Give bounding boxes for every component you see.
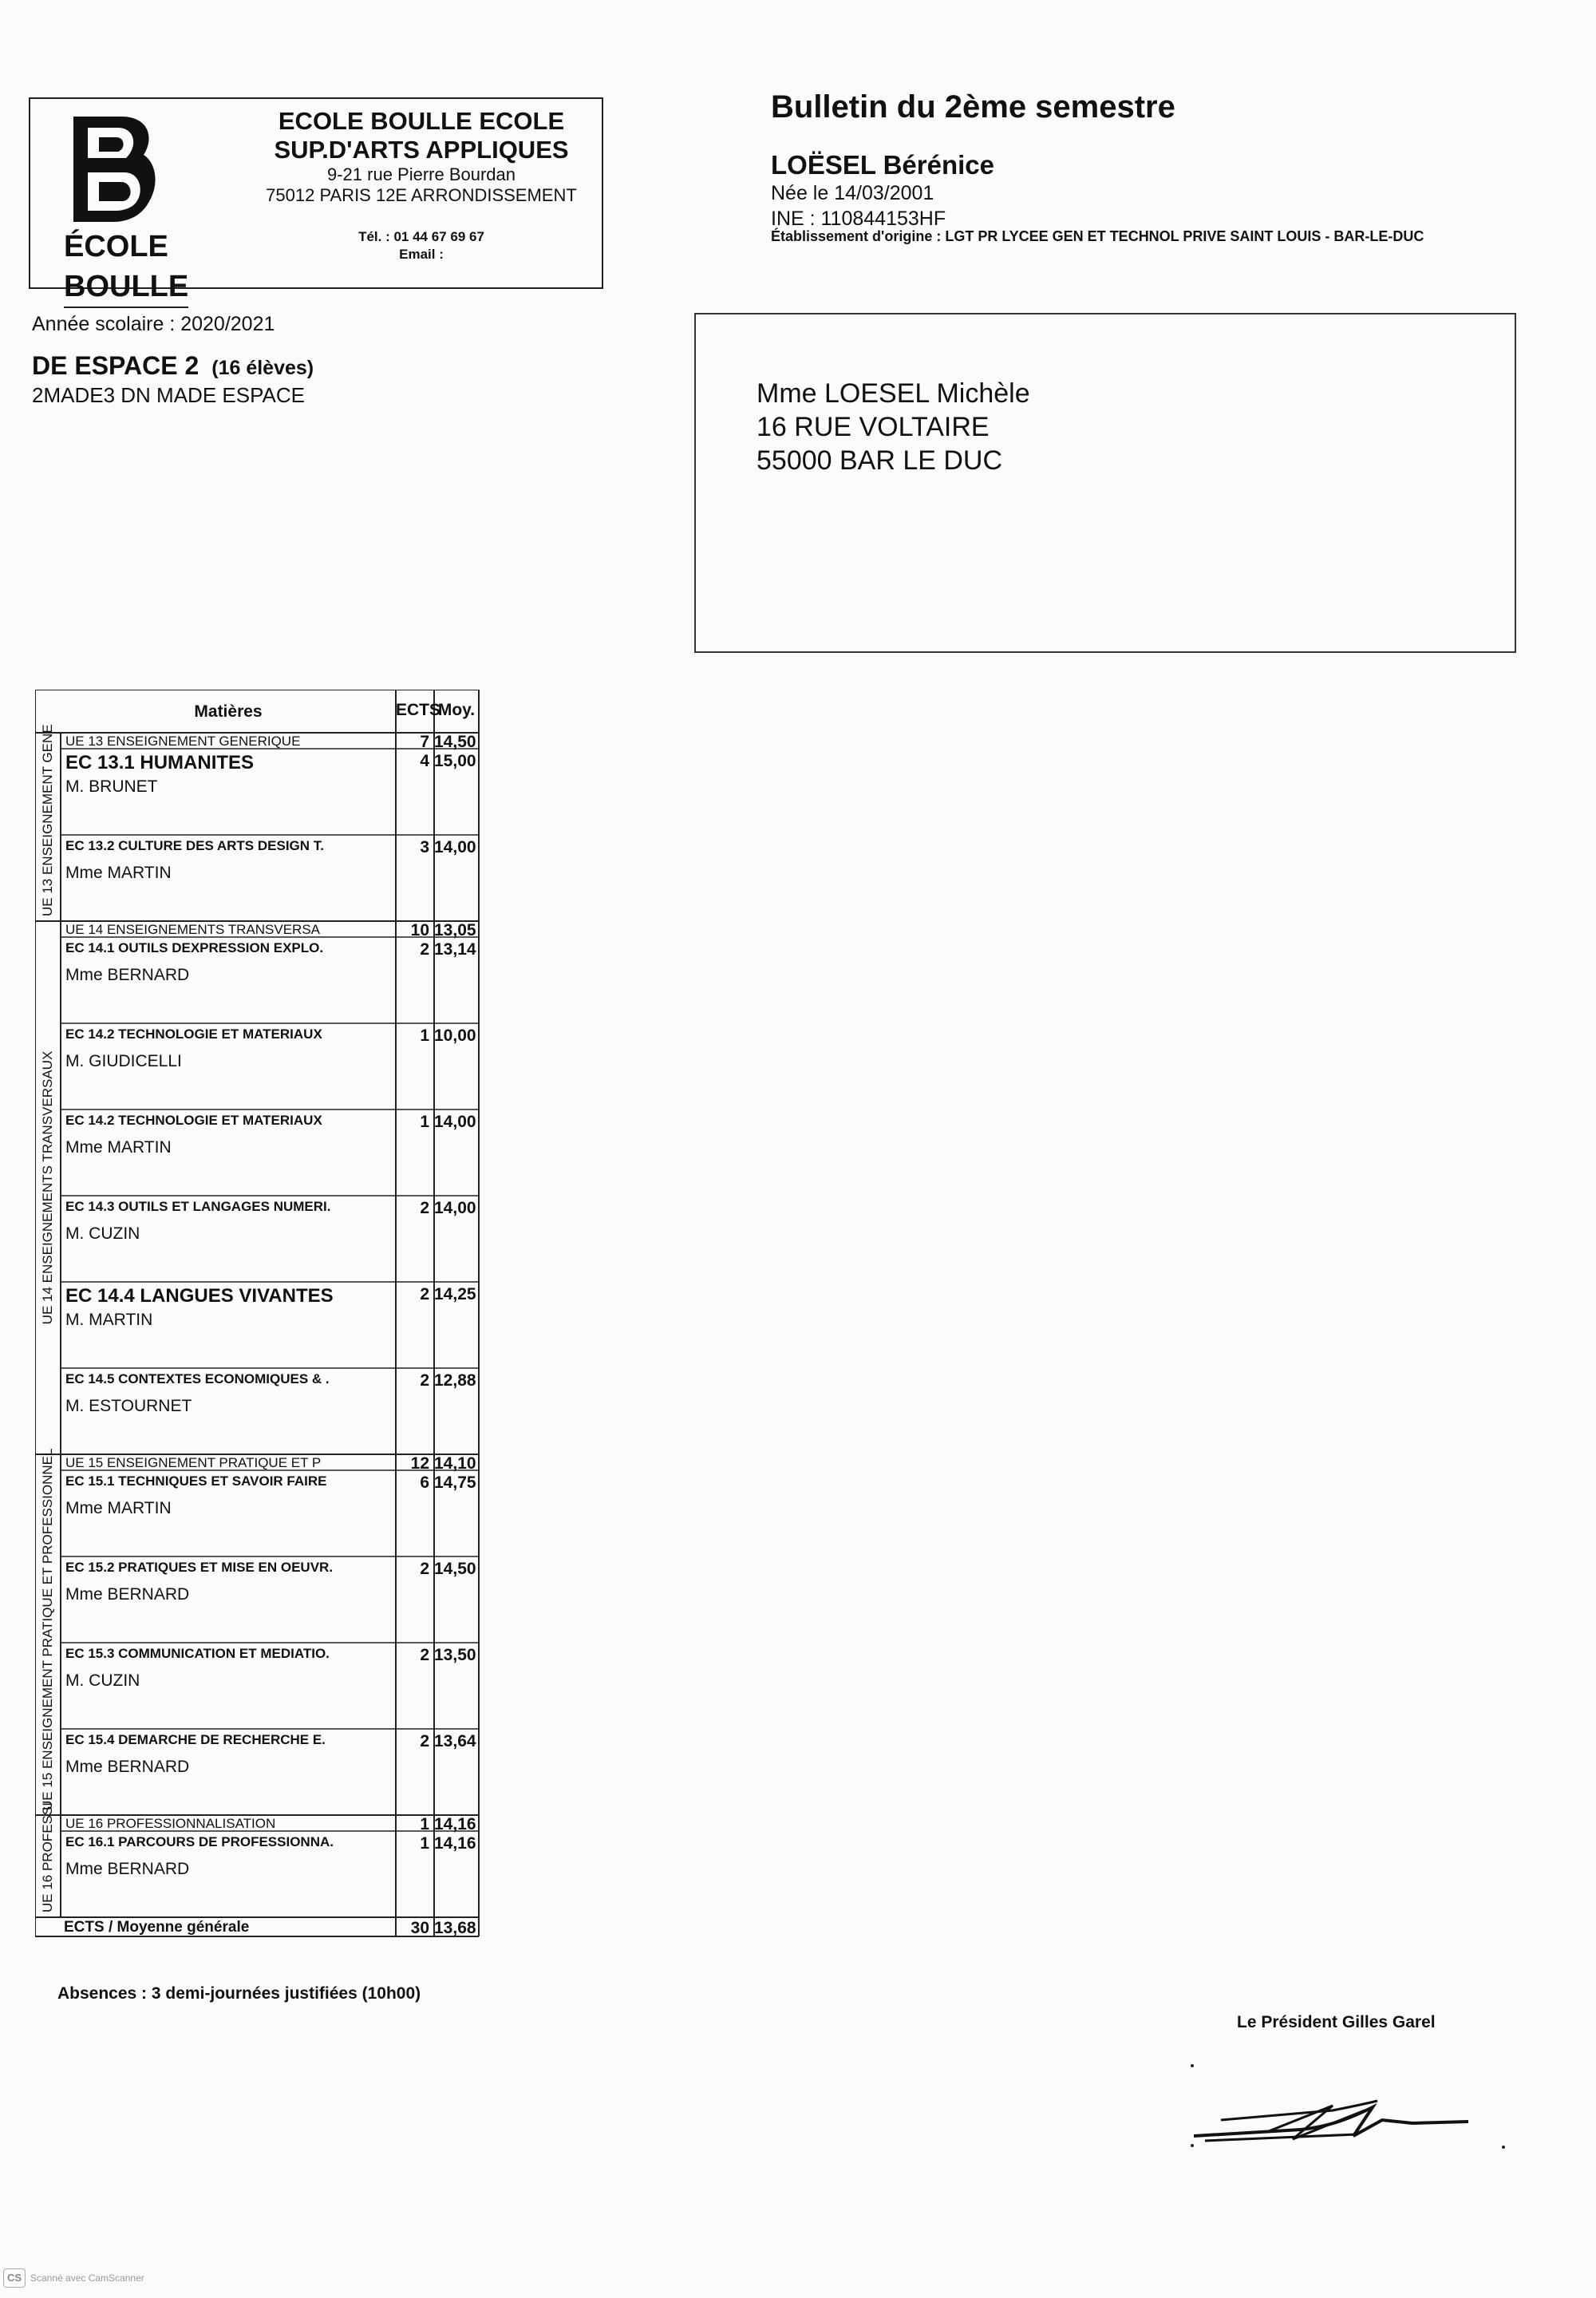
logo-text-line: ÉCOLE [64,230,168,263]
recipient-line: 16 RUE VOLTAIRE [757,412,990,442]
ec-row-teacher: Mme BERNARD [65,1758,190,1776]
absences: Absences : 3 demi-journées justifiées (10h00) [57,1984,421,2003]
logo-text-line: BOULLE [64,267,188,308]
scanner-watermark [3,2268,144,2288]
ec-row-avg: 12,88 [434,1371,476,1390]
ec-row-avg: 14,50 [434,1560,476,1578]
ec-row-teacher: Mme BERNARD [65,966,190,984]
class-title [32,351,314,381]
ec-row-avg: 14,00 [434,1199,476,1217]
ue-row-name: UE 15 ENSEIGNEMENT PRATIQUE ET P [65,1455,322,1470]
ec-row-avg: 13,64 [434,1732,476,1750]
school-address-line: 75012 PARIS 12E ARRONDISSEMENT [266,185,577,205]
school-name [238,107,605,164]
ec-row-avg: 15,00 [434,752,476,770]
ue-row-ects: 1 [420,1815,429,1833]
group-label: UE 14 ENSEIGNEMENTS TRANSVERSAUX [40,1050,55,1325]
ec-row-ects: 2 [420,1732,429,1750]
ec-row-teacher: M. BRUNET [65,777,158,796]
ue-row-avg: 14,16 [434,1815,476,1833]
ec-row-teacher: Mme MARTIN [65,864,172,882]
ec-row-teacher: Mme BERNARD [65,1585,190,1604]
school-tel: Tél. : 01 44 67 69 67 [358,229,484,244]
ec-row-avg: 14,25 [434,1285,476,1303]
ue-row-name: UE 16 PROFESSIONNALISATION [65,1816,276,1831]
ue-row-avg: 14,10 [434,1454,476,1473]
group-label: UE 16 PROFESSI [40,1802,55,1912]
total-ects: 30 [410,1919,429,1937]
recipient-line: 55000 BAR LE DUC [757,445,1003,476]
scanner-text: Scanné avec CamScanner [30,2272,144,2284]
ec-row-teacher: Mme MARTIN [65,1138,172,1157]
ec-row-teacher: Mme MARTIN [65,1499,172,1517]
ec-row-name: EC 15.1 TECHNIQUES ET SAVOIR FAIRE [65,1473,327,1489]
ec-row-ects: 2 [420,1646,429,1664]
ec-row-name: EC 14.5 CONTEXTES ECONOMIQUES & . [65,1371,330,1386]
camscanner-icon: CS [3,2268,26,2288]
ec-row-avg: 10,00 [434,1026,476,1045]
school-contact [326,228,517,263]
president-name: Le Président Gilles Garel [1237,2013,1436,2031]
ue-row-ects: 7 [420,733,429,751]
ue-row-ects: 12 [410,1454,429,1473]
ue-row-ects: 10 [410,921,429,939]
school-address [238,164,605,206]
ec-row-name: EC 16.1 PARCOURS DE PROFESSIONNA. [65,1834,334,1849]
ec-row-teacher: M. CUZIN [65,1224,140,1243]
ec-row-avg: 14,16 [434,1834,476,1853]
school-email: Email : [399,247,444,262]
header-subject: Matières [194,702,263,721]
ec-row-name: EC 15.2 PRATIQUES ET MISE EN OEUVR. [65,1560,334,1575]
ec-row-teacher: M. ESTOURNET [65,1397,192,1415]
ec-row-name: EC 13.2 CULTURE DES ARTS DESIGN T. [65,838,324,853]
class-subtitle: 2MADE3 DN MADE ESPACE [32,383,305,407]
school-name-line: SUP.D'ARTS APPLIQUES [274,136,569,164]
ec-row-name: EC 14.4 LANGUES VIVANTES [65,1285,334,1307]
ec-row-name: EC 14.3 OUTILS ET LANGAGES NUMERI. [65,1199,331,1214]
bulletin-title: Bulletin du 2ème semestre [771,89,1175,125]
ec-row-name: EC 14.2 TECHNOLOGIE ET MATERIAUX [65,1113,322,1128]
student-ine: INE : 110844153HF [771,208,946,230]
total-avg: 13,68 [434,1919,476,1937]
ec-row-teacher: Mme BERNARD [65,1860,190,1878]
ec-row-ects: 2 [420,1199,429,1217]
school-logo-icon [65,113,161,225]
student-birth-date: Née le 14/03/2001 [771,182,934,204]
ec-row-ects: 1 [420,1834,429,1853]
grades-table [35,690,482,1980]
header-avg: Moy. [437,701,476,719]
ec-row-name: EC 14.2 TECHNOLOGIE ET MATERIAUX [65,1026,322,1042]
ec-row-avg: 14,75 [434,1473,476,1492]
signature-icon [1173,2027,1508,2155]
ue-row-name: UE 13 ENSEIGNEMENT GENERIQUE [65,734,301,749]
ec-row-ects: 3 [420,838,429,856]
ec-row-ects: 1 [420,1113,429,1131]
ec-row-ects: 2 [420,1371,429,1390]
ec-row-teacher: M. CUZIN [65,1671,140,1690]
ec-row-avg: 13,14 [434,940,476,959]
ue-row-name: UE 14 ENSEIGNEMENTS TRANSVERSA [65,922,320,937]
ec-row-avg: 14,00 [434,838,476,856]
school-name-line: ECOLE BOULLE ECOLE [278,107,565,135]
ec-row-ects: 1 [420,1026,429,1045]
school-year: Année scolaire : 2020/2021 [32,313,275,335]
school-address-line: 9-21 rue Pierre Bourdan [326,164,516,184]
logo-text [64,227,188,308]
header-ects: ECTS [396,701,441,719]
class-count: (16 élèves) [211,357,314,379]
ec-row-teacher: M. MARTIN [65,1311,153,1329]
total-label: ECTS / Moyenne générale [64,1919,250,1936]
ec-row-ects: 6 [420,1473,429,1492]
ec-row-ects: 4 [420,752,429,770]
recipient-line: Mme LOESEL Michèle [757,378,1030,409]
ec-row-avg: 13,50 [434,1646,476,1664]
ue-row-avg: 14,50 [434,733,476,751]
group-label: UE 15 ENSEIGNEMENT PRATIQUE ET PROFESSIONNEL [40,1448,55,1810]
ue-row-avg: 13,05 [434,921,476,939]
ec-row-name: EC 13.1 HUMANITES [65,752,255,773]
class-name: DE ESPACE 2 [32,351,200,380]
group-label: UE 13 ENSEIGNEMENT GENE [40,724,55,916]
origin-school: Établissement d'origine : LGT PR LYCEE GEN ET TECHNOL PRIVE SAINT LOUIS - BAR-LE-DUC [771,228,1424,244]
ec-row-name: EC 15.3 COMMUNICATION ET MEDIATIO. [65,1646,330,1661]
school-info-box [29,97,603,303]
ec-row-ects: 2 [420,940,429,959]
recipient-address-box [694,313,1516,653]
ec-row-avg: 14,00 [434,1113,476,1131]
ec-row-teacher: M. GIUDICELLI [65,1052,182,1070]
ec-row-name: EC 14.1 OUTILS DEXPRESSION EXPLO. [65,940,324,955]
ec-row-name: EC 15.4 DEMARCHE DE RECHERCHE E. [65,1732,326,1747]
ec-row-ects: 2 [420,1560,429,1578]
ec-row-ects: 2 [420,1285,429,1303]
student-name: LOËSEL Bérénice [771,150,995,180]
